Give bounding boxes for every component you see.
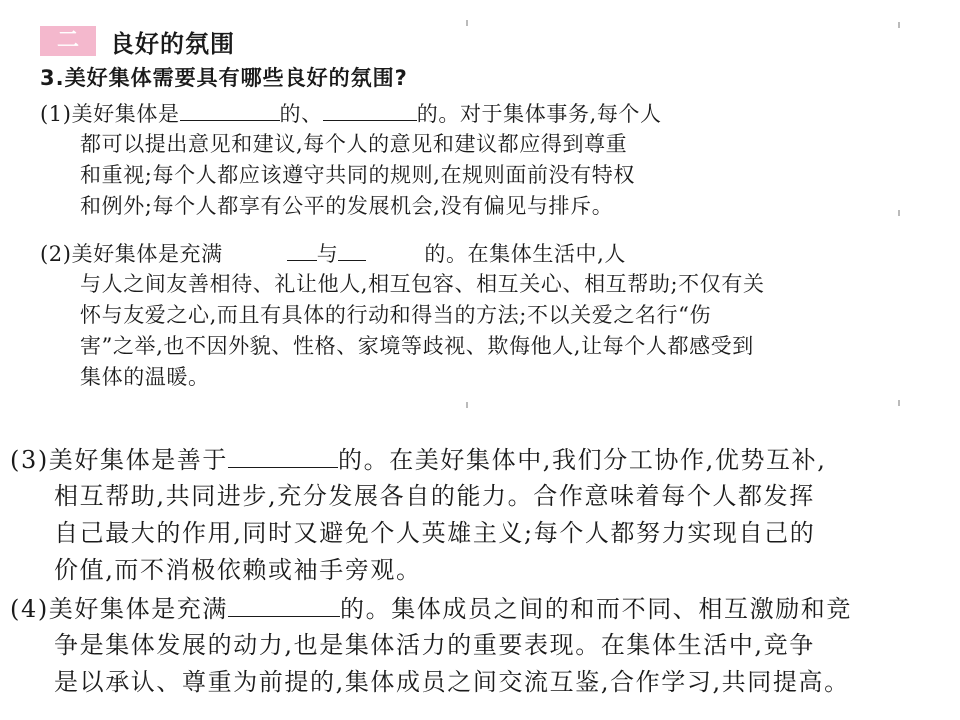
scan-speck (898, 400, 900, 406)
text-segment: 的。集体成员之间的和而不同、相互激励和竞 (340, 595, 852, 623)
paragraph-line: 是以承认、尊重为前提的,集体成员之间交流互鉴,合作学习,共同提高。 (54, 668, 850, 696)
text-segment: (4)美好集体是充满 (10, 595, 228, 623)
text-segment: 的。对于集体事务,每个人 (416, 102, 662, 126)
paragraph-line (40, 98, 662, 129)
text-segment: 的。在集体生活中,人 (424, 242, 627, 266)
paragraph-line (40, 238, 765, 269)
paragraph-line: 害”之举,也不因外貌、性格、家境等歧视、欺侮他人,让每个人都感受到 (80, 334, 754, 358)
scan-speck (898, 210, 900, 216)
fill-blank[interactable] (228, 590, 340, 617)
paragraph-2 (40, 238, 765, 393)
paragraph-line: 争是集体发展的动力,也是集体活力的重要表现。在集体生活中,竞争 (54, 631, 815, 659)
scan-speck (466, 402, 468, 408)
paragraph-line: 怀与友爱之心,而且有具体的行动和得当的方法;不以关爱之名行“伤 (80, 303, 712, 327)
section-header (40, 24, 235, 58)
paragraph-line: 都可以提出意见和建议,每个人的意见和建议都应得到尊重 (80, 132, 628, 156)
paragraph-4 (10, 590, 852, 701)
text-segment: (1)美好集体是 (40, 102, 180, 126)
fill-blank[interactable] (338, 238, 366, 261)
paragraph-line: 与人之间友善相待、礼让他人,相互包容、相互关心、相互帮助;不仅有关 (80, 272, 765, 296)
scan-speck (898, 22, 900, 28)
paragraph-line: 价值,而不消极依赖或袖手旁观。 (54, 556, 422, 584)
text-segment: 的。在美好集体中,我们分工协作,优势互补, (338, 446, 827, 474)
scan-speck (466, 20, 468, 26)
fill-blank[interactable] (323, 98, 417, 121)
paragraph-line (10, 590, 852, 627)
paragraph-line: 相互帮助,共同进步,充分发展各自的能力。合作意味着每个人都发挥 (54, 482, 815, 510)
paragraph-line: 和重视;每个人都应该遵守共同的规则,在规则面前没有特权 (80, 163, 635, 187)
paragraph-line (10, 441, 827, 478)
text-segment: (3)美好集体是善于 (10, 446, 228, 474)
paragraph-3 (10, 441, 827, 589)
paragraph-line: 自己最大的作用,同时又避免个人英雄主义;每个人都努力实现自己的 (54, 519, 816, 547)
paragraph-line: 和例外;每个人都享有公平的发展机会,没有偏见与排斥。 (80, 194, 614, 218)
fill-blank[interactable] (180, 98, 280, 121)
paragraph-1 (40, 98, 662, 222)
section-number-badge: 二 (40, 26, 96, 56)
section-title: 良好的氛围 (110, 29, 235, 58)
text-segment: 的、 (279, 102, 323, 126)
text-segment: (2)美好集体是充满 (40, 242, 223, 266)
paragraph-line: 集体的温暖。 (80, 365, 210, 389)
fill-blank[interactable] (287, 238, 317, 261)
text-segment: 与 (316, 242, 339, 266)
question-title: 3.美好集体需要具有哪些良好的氛围? (40, 66, 408, 90)
fill-blank[interactable] (228, 441, 338, 468)
